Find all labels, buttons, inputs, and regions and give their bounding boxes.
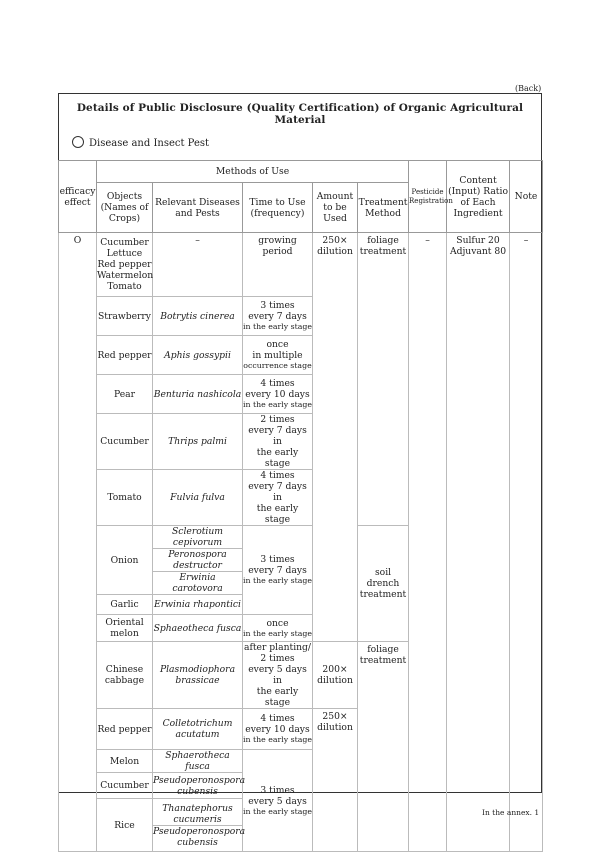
time-cell: [243, 336, 313, 375]
header-note: Note: [510, 161, 543, 233]
disease-cell: Erwinia rhapontici: [153, 595, 243, 615]
crop-cell: Oriental melon: [97, 615, 153, 642]
disease-cell: Fulvia fulva: [153, 470, 243, 526]
crop-cell: Garlic: [97, 595, 153, 615]
time-line: 2 times: [260, 653, 295, 664]
back-label: (Back): [515, 84, 542, 93]
amount-cell: 250× dilution: [313, 709, 358, 852]
disease-cell: –: [153, 233, 243, 297]
time-line: every 7 days in: [248, 481, 307, 503]
disease-cell: [153, 526, 243, 595]
time-line: 2 times: [260, 414, 295, 425]
time-cell: [243, 375, 313, 414]
disease-cell: Botrytis cinerea: [153, 297, 243, 336]
time-cell: [243, 750, 313, 852]
crop-cell: Pear: [97, 375, 153, 414]
crop-cell: Cucumber Lettuce Red pepper Watermelon Tomato: [97, 233, 153, 297]
section-label: Disease and Insect Pest: [89, 138, 210, 149]
time-line: every 10 days: [245, 389, 310, 400]
disease-cell: Plasmodiophora brassicae: [153, 642, 243, 709]
circle-icon: [72, 136, 84, 148]
content-line: Sulfur 20: [456, 235, 500, 246]
time-line: the early stage: [256, 686, 299, 708]
time-line: occurrence stage: [243, 361, 312, 370]
time-line: in the early stage: [243, 400, 312, 409]
disease-cell: Sphaerotheca fusca: [153, 750, 243, 773]
disease-line: Sclerotium cepivorum: [172, 526, 223, 548]
time-line: 4 times: [260, 470, 295, 481]
time-line: the early stage: [256, 447, 299, 469]
note-value: –: [510, 233, 543, 852]
time-line: every 7 days in: [248, 425, 307, 447]
disease-line: Thanatephorus cucumeris: [162, 802, 233, 825]
crop-cell: Red pepper: [97, 336, 153, 375]
crop-cell: Cucumber: [97, 773, 153, 799]
disease-cell: Thrips palmi: [153, 414, 243, 470]
crop-cell: Melon: [97, 750, 153, 773]
time-line: in the early stage: [243, 628, 312, 638]
time-line: every 7 days: [248, 311, 307, 322]
time-line: every 10 days: [245, 724, 310, 735]
crop-cell: Chinese cabbage: [97, 642, 153, 709]
disease-cell: Sphaeotheca fusca: [153, 615, 243, 642]
time-line: 3 times: [260, 554, 295, 565]
crop-cell: Cucumber: [97, 414, 153, 470]
time-line: after planting/: [243, 642, 312, 653]
page-title: Details of Public Disclosure (Quality Certification) of Organic Agricultural Material: [76, 102, 524, 126]
treatment-cell: soil drench treatment: [358, 526, 409, 642]
crop-cell: Onion: [97, 526, 153, 595]
time-cell: [243, 297, 313, 336]
pesticide-value: –: [409, 233, 447, 852]
header-amount: Amount to be Used: [313, 183, 358, 233]
time-line: 3 times: [260, 300, 295, 311]
crop-cell: Rice: [97, 799, 153, 852]
disease-cell: Aphis gossypii: [153, 336, 243, 375]
time-cell: [243, 526, 313, 615]
header-content: Content (Input) Ratio of Each Ingredient: [447, 161, 510, 233]
header-diseases: Relevant Diseases and Pests: [153, 183, 243, 233]
disease-cell: Colletotrichum acutatum: [153, 709, 243, 750]
section-heading: [72, 136, 209, 149]
time-line: once: [266, 617, 289, 629]
disease-line: Peronospora destructor: [153, 548, 242, 571]
time-line: in the early stage: [243, 576, 312, 585]
header-treatment: Treatment Method: [358, 183, 409, 233]
disease-line: Pseudoperonospora cubensis: [153, 825, 246, 848]
disease-cell: Benturia nashicola: [153, 375, 243, 414]
time-line: 3 times: [260, 784, 295, 796]
amount-cell: 200× dilution: [313, 642, 358, 709]
content-value: [447, 233, 510, 852]
time-line: 4 times: [260, 713, 295, 724]
time-cell: [243, 615, 313, 642]
treatment-cell: foliage treatment: [358, 233, 409, 526]
header-pesticide: Pesticide Registration: [409, 161, 447, 233]
crop-cell: Strawberry: [97, 297, 153, 336]
content-line: Adjuvant 80: [449, 246, 507, 257]
disease-line: Erwinia carotovora: [153, 571, 242, 594]
time-line: once: [266, 339, 289, 350]
time-cell: [243, 642, 313, 709]
header-methods: Methods of Use: [97, 161, 409, 183]
header-efficacy: efficacy effect: [59, 161, 97, 233]
disease-cell: Pseudoperonospora cubensis: [153, 774, 246, 797]
time-line: in the early stage: [243, 322, 312, 331]
time-line: every 7 days: [248, 565, 307, 576]
time-line: in the early stage: [243, 735, 312, 744]
time-cell: growing period: [243, 233, 313, 297]
treatment-cell: foliage treatment: [358, 642, 409, 852]
time-cell: [243, 470, 313, 526]
crop-cell: Tomato: [97, 470, 153, 526]
material-table: [58, 160, 543, 852]
time-line: every 5 days in: [248, 664, 307, 686]
time-cell: [243, 709, 313, 750]
time-cell: [243, 414, 313, 470]
footer-annex: In the annex. 1: [482, 808, 540, 817]
time-line: in the early stage: [243, 806, 312, 816]
time-line: in multiple: [252, 350, 303, 361]
disease-cell: [153, 799, 246, 852]
header-objects: Objects (Names of Crops): [97, 183, 153, 233]
time-line: the early stage: [256, 503, 299, 525]
time-line: every 5 days: [248, 795, 307, 807]
amount-cell: 250× dilution: [313, 233, 358, 642]
efficacy-value: O: [59, 233, 97, 852]
time-line: 4 times: [260, 378, 295, 389]
crop-cell: Red pepper: [97, 709, 153, 750]
header-time: Time to Use (frequency): [243, 183, 313, 233]
